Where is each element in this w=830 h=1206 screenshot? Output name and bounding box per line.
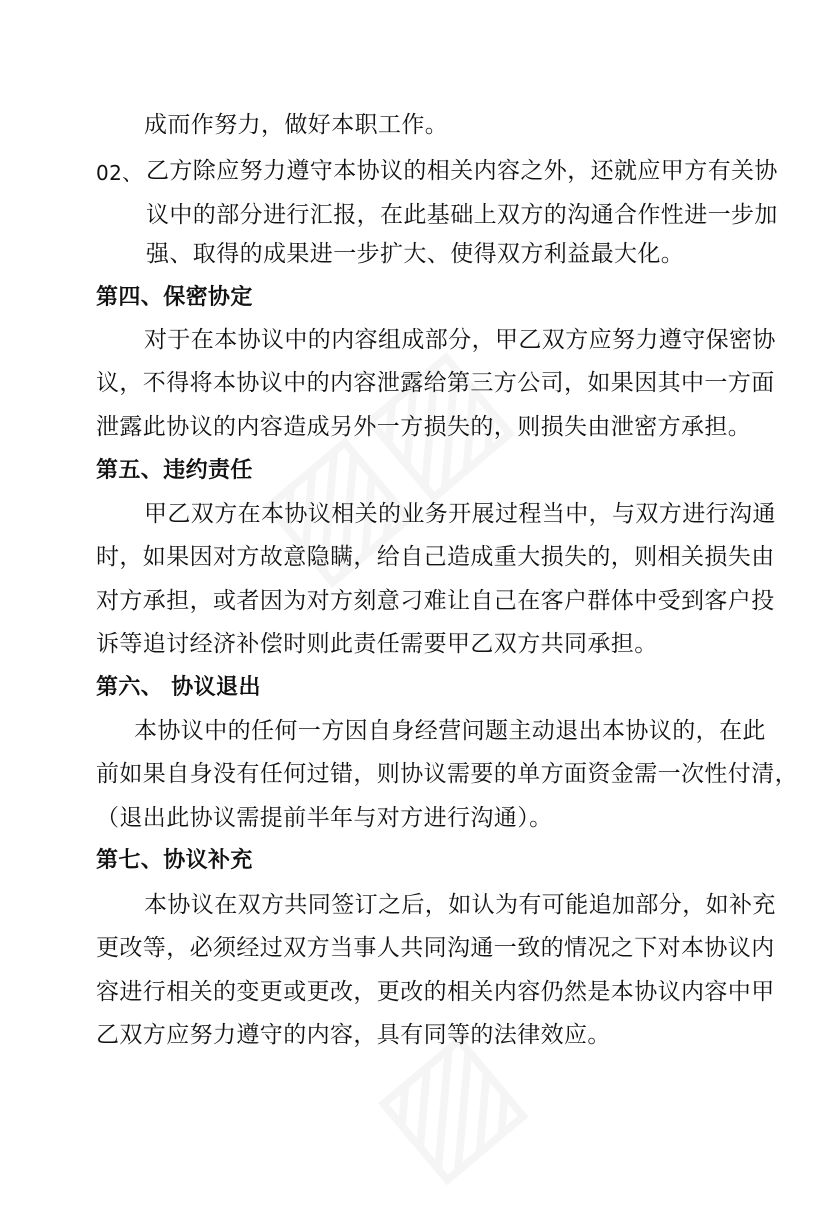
section-heading-withdrawal: 第六、 协议退出 — [96, 675, 261, 700]
section-heading-confidentiality: 第四、保密协定 — [96, 285, 253, 310]
section-paragraph-line: 前如果自身没有任何过错，则协议需要的单方面资金需一次性付清， — [96, 761, 798, 787]
section-paragraph-line: 诉等追讨经济补偿时则此责任需要甲乙双方共同承担。 — [96, 631, 658, 657]
item-02-number: 02、 — [96, 161, 143, 185]
section-paragraph-line: 对于在本协议中的内容组成部分，甲乙双方应努力遵守保密协 — [144, 327, 776, 353]
item-02-line: 乙方除应努力遵守本协议的相关内容之外，还就应甲方有关协 — [146, 158, 778, 184]
section-paragraph-line: 时，如果因对方故意隐瞒，给自己造成重大损失的，则相关损失由 — [96, 544, 775, 570]
paragraph-continuation: 成而作努力，做好本职工作。 — [144, 112, 449, 138]
section-paragraph-line: 甲乙双方在本协议相关的业务开展过程当中，与双方进行沟通 — [144, 501, 776, 527]
item-02-line: 强、取得的成果进一步扩大、使得双方利益最大化。 — [146, 241, 685, 267]
section-paragraph-line: 更改等，必须经过双方当事人共同沟通一致的情况之下对本协议内 — [96, 935, 775, 961]
section-heading-liability: 第五、违约责任 — [96, 458, 253, 483]
section-paragraph-line: （退出此协议需提前半年与对方进行沟通）。 — [96, 805, 553, 831]
section-paragraph-line: 本协议在双方共同签订之后，如认为有可能追加部分，如补充 — [144, 892, 776, 918]
section-paragraph-line: 议，不得将本协议中的内容泄露给第三方公司，如果因其中一方面 — [96, 370, 775, 396]
section-paragraph-line: 本协议中的任何一方因自身经营问题主动退出本协议的，在此 — [134, 718, 766, 744]
section-paragraph-line: 乙双方应努力遵守的内容，具有同等的法律效应。 — [96, 1022, 611, 1048]
section-paragraph-line: 泄露此协议的内容造成另外一方损失的，则损失由泄密方承担。 — [96, 414, 752, 440]
item-02-line: 议中的部分进行汇报，在此基础上双方的沟通合作性进一步加 — [146, 202, 778, 228]
section-paragraph-line: 容进行相关的变更或更改，更改的相关内容仍然是本协议内容中甲 — [96, 979, 775, 1005]
section-paragraph-line: 对方承担，或者因为对方刻意刁难让自己在客户群体中受到客户投 — [96, 588, 775, 614]
section-heading-supplement: 第七、协议补充 — [96, 848, 253, 873]
